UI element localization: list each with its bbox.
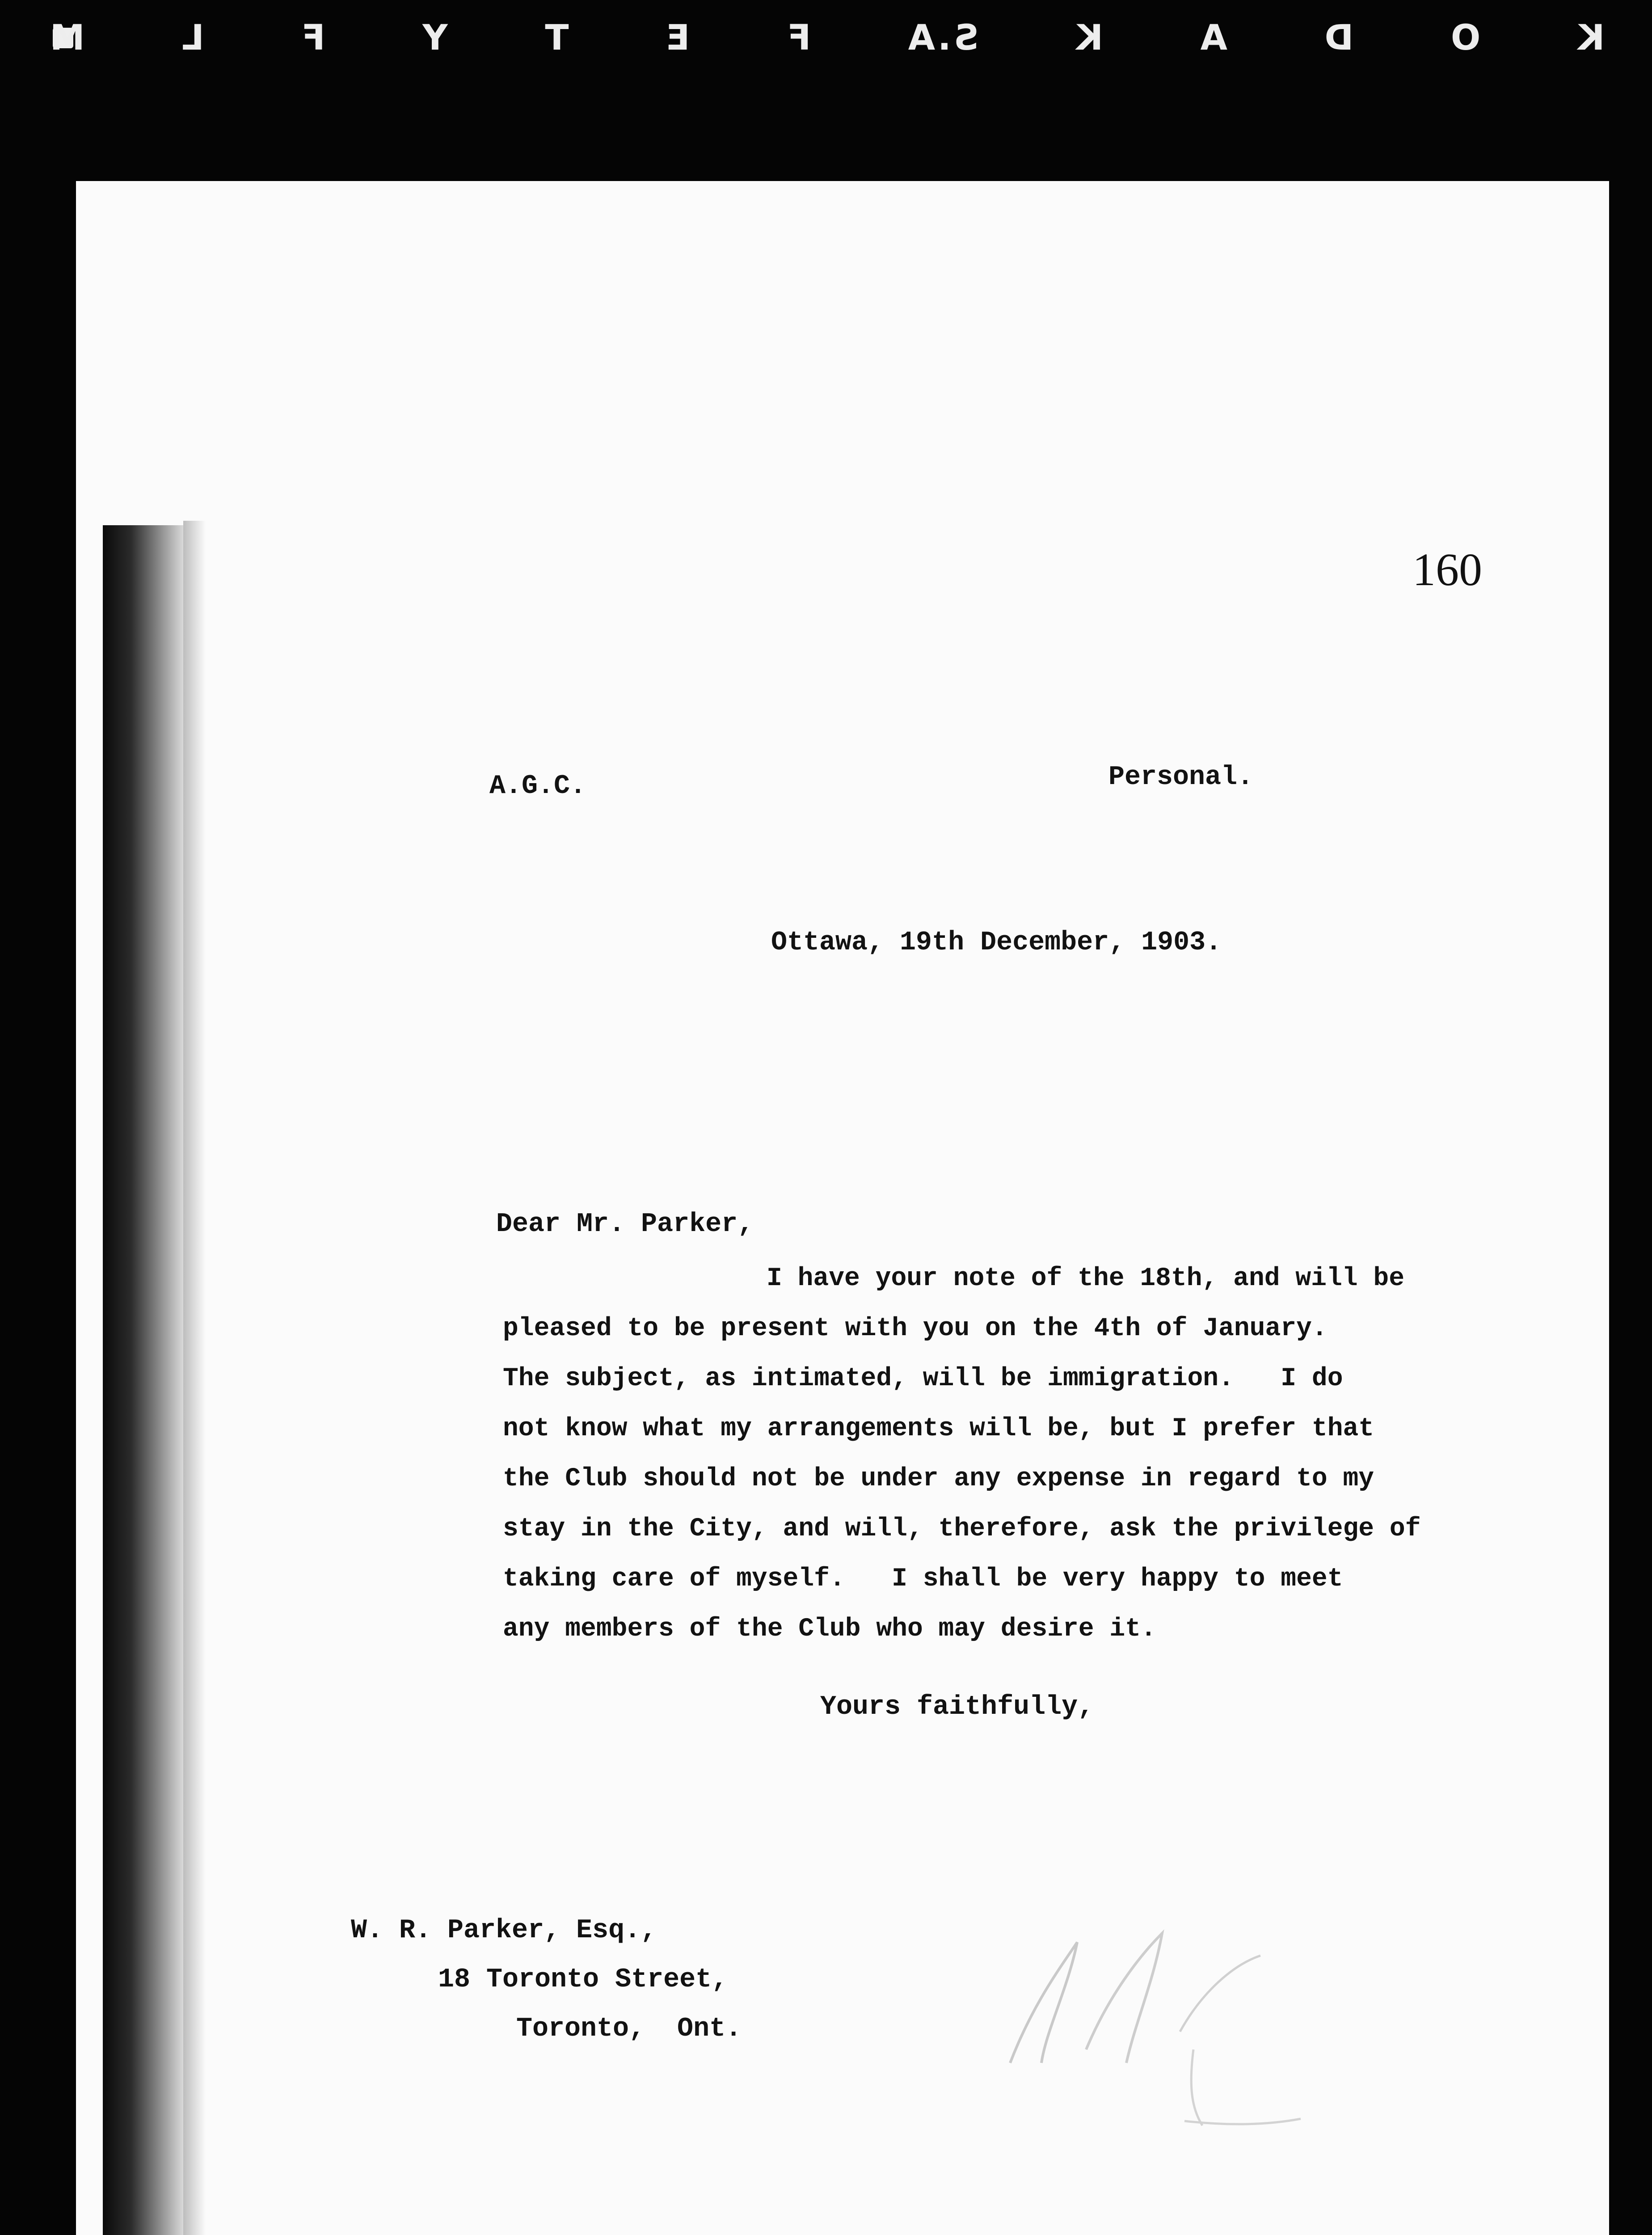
faint-signature bbox=[992, 1915, 1350, 2148]
film-edge-mark: L bbox=[179, 18, 204, 58]
body-line: not know what my arrangements will be, but I prefer that bbox=[503, 1414, 1374, 1443]
closing: Yours faithfully, bbox=[820, 1692, 1094, 1722]
film-edge-mark: Y bbox=[420, 18, 448, 58]
film-edge-mark: F bbox=[784, 18, 811, 58]
film-edge-mark: D bbox=[1322, 18, 1354, 58]
film-edge-print bbox=[0, 0, 1652, 76]
body-line: the Club should not be under any expense in regard to my bbox=[503, 1464, 1374, 1493]
body-line: pleased to be present with you on the 4th of January. bbox=[503, 1314, 1328, 1343]
letter-body bbox=[503, 1254, 1421, 1654]
film-edge-mark: K bbox=[1073, 18, 1104, 58]
addressee-city: Toronto, Ont. bbox=[516, 2014, 742, 2044]
film-edge-mark: T bbox=[542, 18, 569, 58]
film-edge-mark: K bbox=[1575, 18, 1605, 58]
body-line: taking care of myself. I shall be very happy to meet bbox=[503, 1564, 1343, 1594]
film-edge-mark: F bbox=[299, 18, 325, 58]
film-edge-mark: E bbox=[663, 18, 690, 58]
page-number: 160 bbox=[1412, 544, 1482, 595]
addressee-street: 18 Toronto Street, bbox=[438, 1965, 728, 1995]
body-line: any members of the Club who may desire it. bbox=[503, 1615, 1156, 1644]
place-date: Ottawa, 19th December, 1903. bbox=[771, 928, 1222, 958]
salutation: Dear Mr. Parker, bbox=[496, 1209, 754, 1240]
body-line: I have your note of the 18th, and will be bbox=[767, 1264, 1405, 1293]
film-edge-mark: A bbox=[1197, 18, 1227, 58]
body-line: The subject, as intimated, will be immigration. I do bbox=[503, 1364, 1343, 1393]
binding-edge bbox=[103, 525, 183, 2235]
binding-shadow bbox=[183, 521, 206, 2235]
reference-initials: A.G.C. bbox=[489, 771, 586, 801]
film-edge-mark: O bbox=[1448, 18, 1481, 58]
film-edge-mark: M bbox=[47, 18, 85, 58]
letter-sheet bbox=[76, 181, 1609, 2235]
body-line: stay in the City, and will, therefore, ask the privilege of bbox=[503, 1514, 1421, 1543]
classification-label: Personal. bbox=[1108, 762, 1254, 793]
film-edge-mark: S.A bbox=[905, 18, 979, 58]
addressee-name: W. R. Parker, Esq., bbox=[351, 1915, 657, 1946]
